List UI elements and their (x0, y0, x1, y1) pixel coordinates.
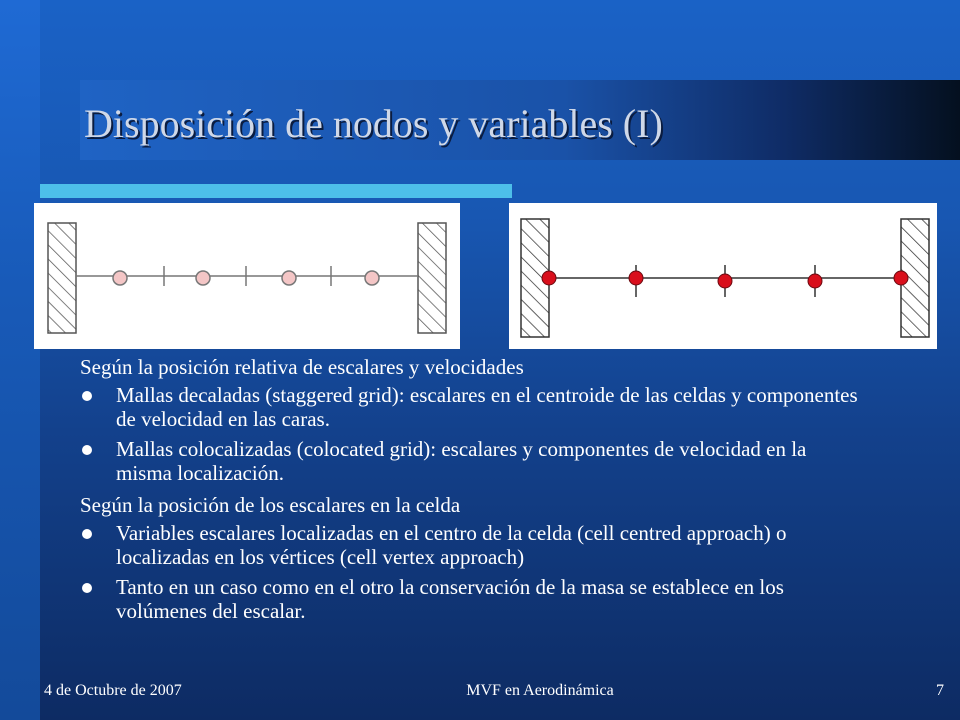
bullet-dot-icon (82, 529, 92, 539)
bullet-dot-icon (82, 445, 92, 455)
scalar-node (113, 271, 127, 285)
colocated-node (629, 271, 643, 285)
bullet-item (80, 521, 860, 569)
section1-lead: Según la posición relativa de escalares y velocidades (80, 355, 524, 379)
scalar-node (282, 271, 296, 285)
bullet-text: Mallas colocalizadas (colocated grid): escalares y componentes de velocidad en la misma localización. (116, 437, 807, 485)
slide-body (80, 355, 860, 623)
footer-title: MVF en Aerodinámica (466, 682, 614, 699)
colocated-node (894, 271, 908, 285)
colocated-node (808, 274, 822, 288)
colocated-node (542, 271, 556, 285)
colocated-grid-figure (509, 203, 937, 349)
bullet-item (80, 437, 860, 485)
scalar-node (196, 271, 210, 285)
colocated-node (718, 274, 732, 288)
left-decor-bar (0, 0, 40, 720)
right-wall (418, 223, 446, 333)
colocated-grid-diagram (509, 203, 937, 349)
bullet-text: Variables escalares localizadas en el centro de la celda (cell centred approach) o localizadas en los vértices (cell vertex approach) (116, 521, 787, 569)
bullet-dot-icon (82, 583, 92, 593)
bullet-item (80, 383, 860, 431)
bullet-dot-icon (82, 391, 92, 401)
slide-title: Disposición de nodos y variables (I) (84, 101, 663, 146)
bullet-text: Tanto en un caso como en el otro la conservación de la masa se establece en los volúmenes del escalar. (116, 575, 784, 623)
accent-bar (40, 184, 512, 198)
scalar-node (365, 271, 379, 285)
bullet-item (80, 575, 860, 623)
footer-date: 4 de Octubre de 2007 (44, 682, 182, 699)
bullet-text: Mallas decaladas (staggered grid): escalares en el centroide de las celdas y componentes de velocidad en las caras. (116, 383, 858, 431)
staggered-grid-figure (34, 203, 460, 349)
staggered-grid-diagram (34, 203, 460, 349)
page-number: 7 (936, 682, 944, 699)
left-wall (48, 223, 76, 333)
section2-lead: Según la posición de los escalares en la celda (80, 493, 461, 517)
